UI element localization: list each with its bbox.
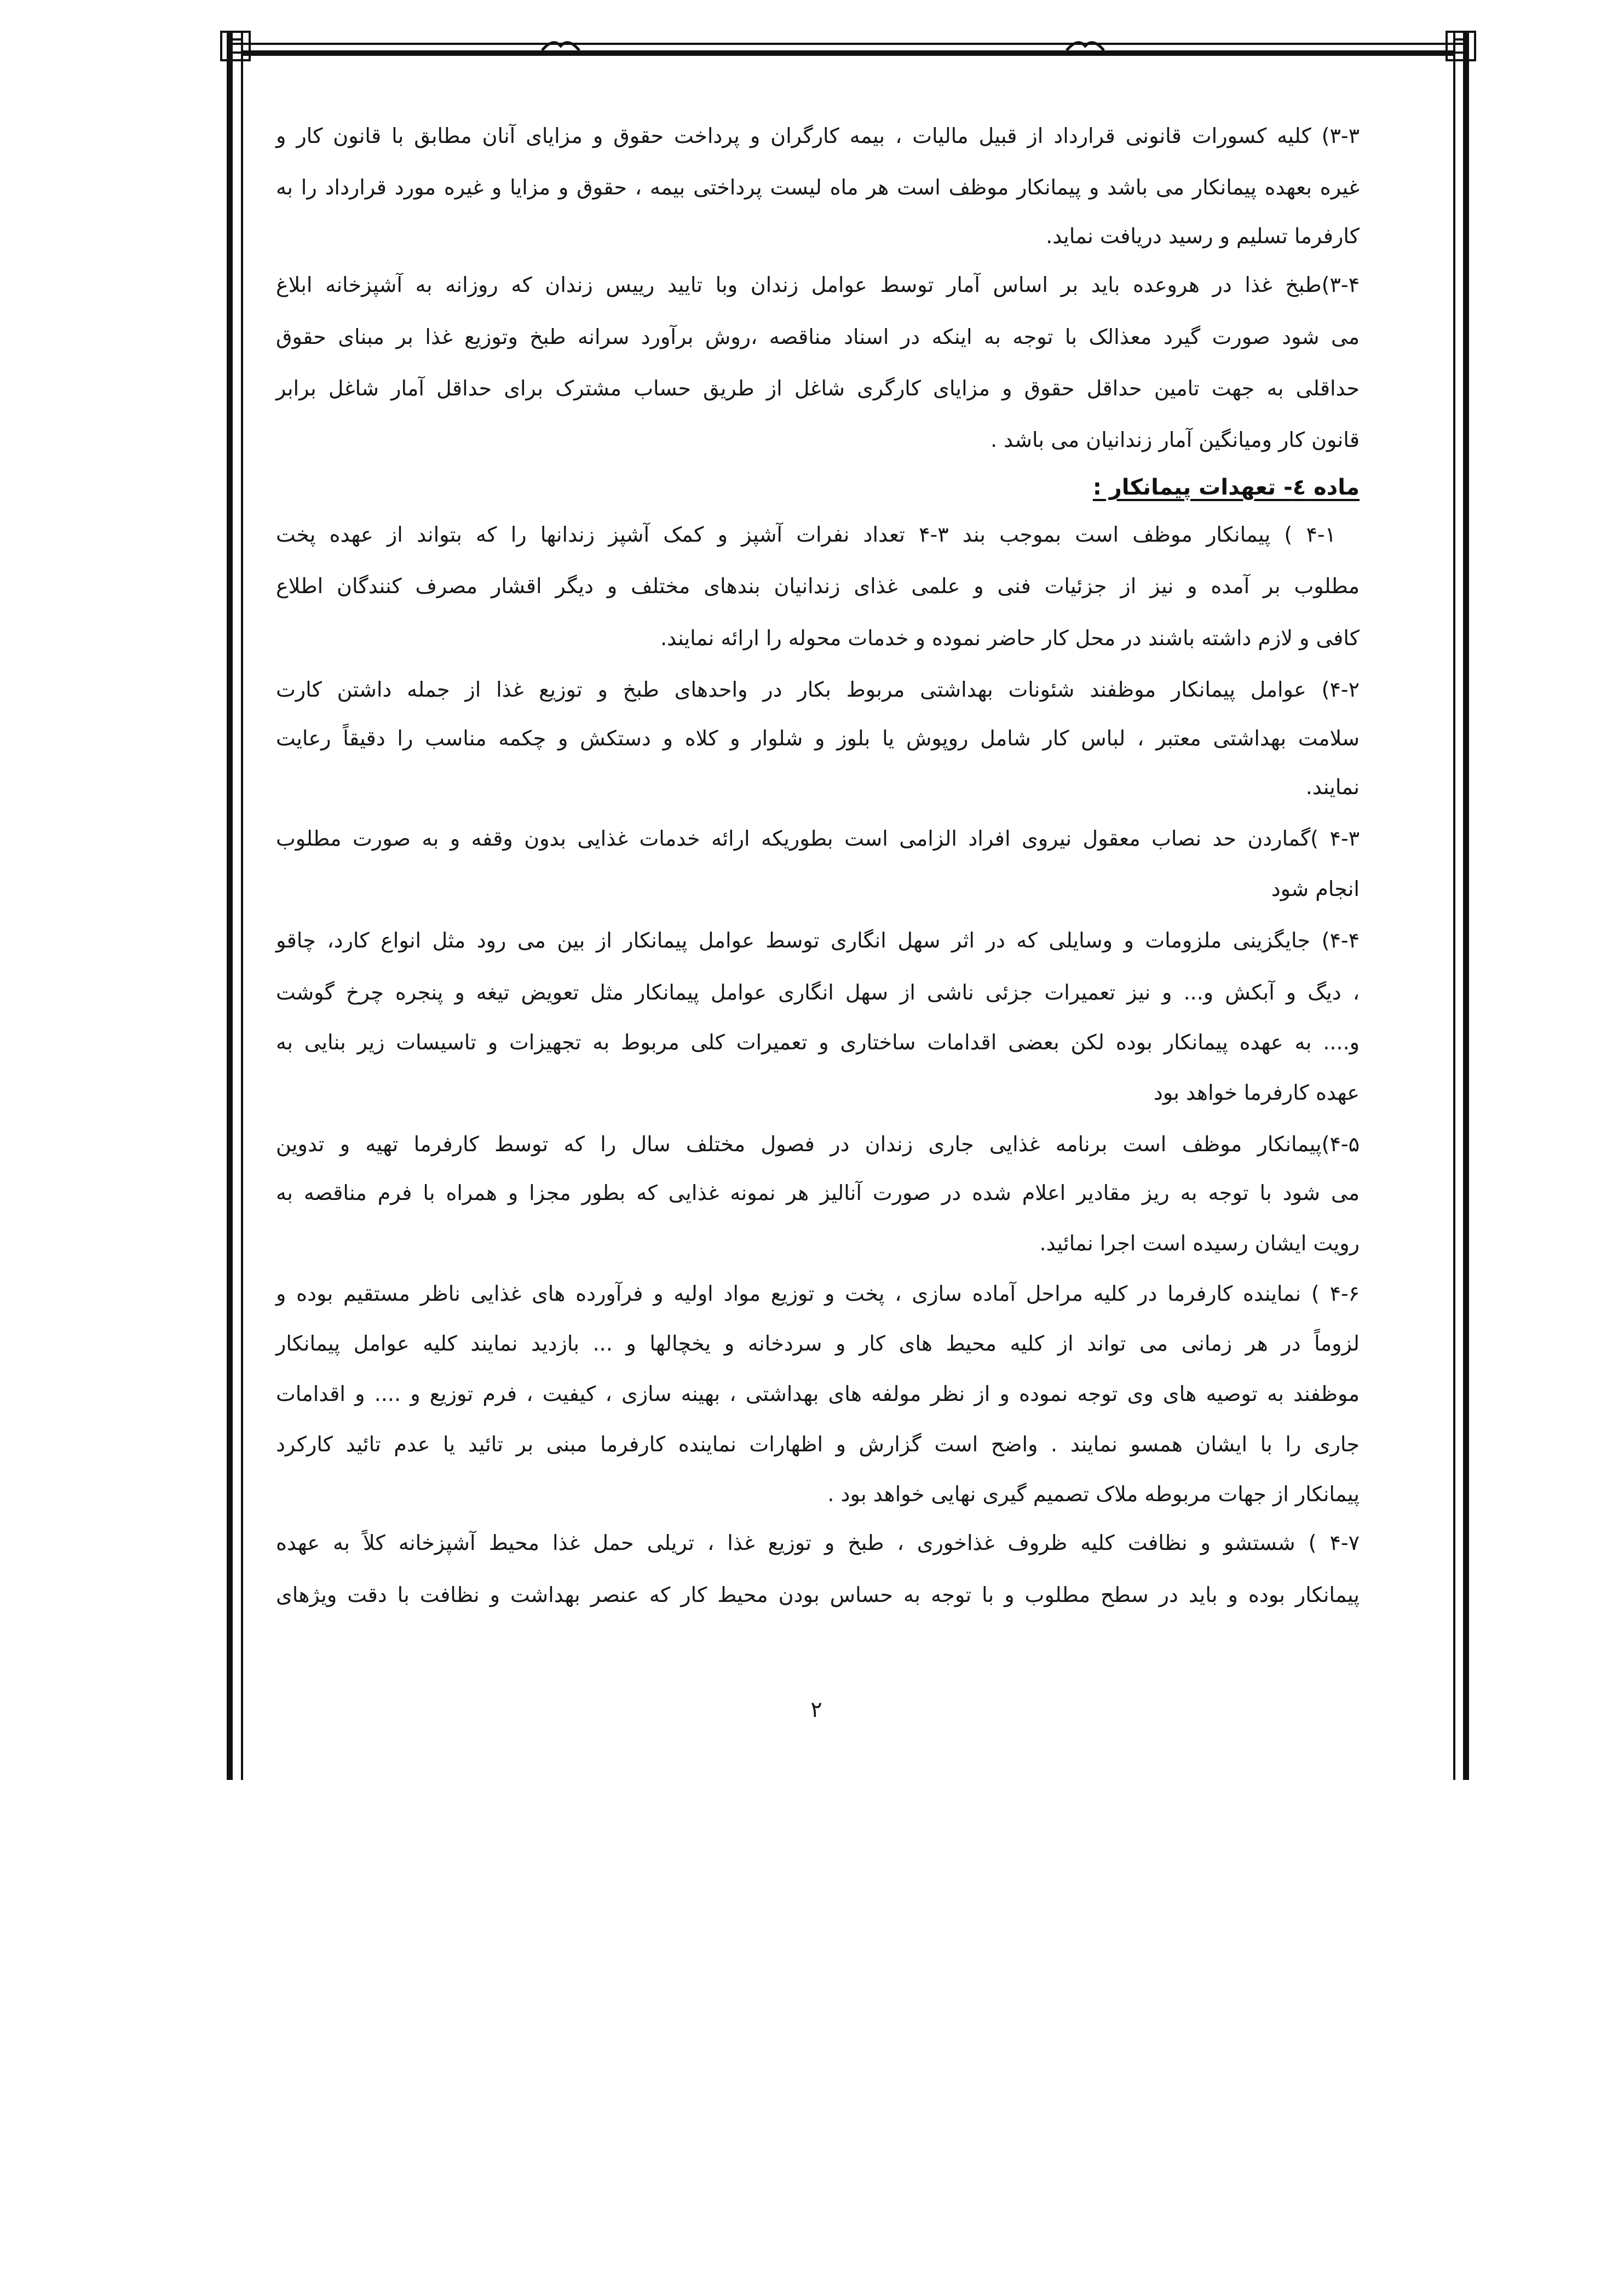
clause-line: پیمانکار بوده و باید در سطح مطلوب و با توجه به حساس بودن محیط کار که عنصر بهداشت و نظافت با دقت ویژهای: [276, 1583, 1360, 1607]
clause-line: مطلوب بر آمده و نیز از جزئیات فنی و علمی غذای زندانیان بندهای مختلف و دیگر اقشار مصرف کنندگان اطلاع: [276, 574, 1360, 598]
page-number: ۲: [810, 1697, 822, 1722]
clause-line: ۳-۳) کلیه کسورات قانونی قرارداد از قبیل مالیات ، بیمه کارگران و پرداخت حقوق و مزایای آنان مطابق با قانون کار و: [276, 124, 1360, 148]
clause-line: ۳-۴)طبخ غذا در هروعده باید بر اساس آمار توسط عوامل زندان وبا تایید رییس زندان که روزانه به آشپزخانه ابلاغ: [276, 273, 1360, 297]
clause-line: کافی و لازم داشته باشند در محل کار حاضر نموده و خدمات محوله را ارائه نمایند.: [660, 626, 1360, 650]
clause-line: موظفند به توصیه های وی توجه نموده و از نظر مولفه های بهداشتی ، بهینه سازی ، کیفیت ، فرم توزیع و .... و اقدامات: [276, 1382, 1360, 1406]
clause-line: ۴-۲) عوامل پیمانکار موظفند شئونات بهداشتی مربوط بکار در واحدهای طبخ و توزیع غذا از جمله داشتن کارت: [276, 677, 1360, 702]
clause-line: حداقلی به جهت تامین حداقل حقوق و مزایای کارگری شاغل از طریق حساب مشترک برای حداقل آمار شاغل برابر: [276, 376, 1360, 400]
clause-line: انجام شود: [1271, 877, 1360, 901]
border-left-thick: [227, 33, 233, 1780]
corner-ornament-top-right: [1447, 32, 1475, 60]
clause-line: سلامت بهداشتی معتبر ، لباس کار شامل روپوش یا بلوز و شلوار و کلاه و دستکش و چکمه مناسب را دقیقاً رعایت: [276, 726, 1360, 750]
clause-line: ۴-۳ )گماردن حد نصاب معقول نیروی افراد الزامی است بطوریکه ارائه خدمات غذایی بدون وقفه و به صورت مطلوب: [276, 826, 1360, 851]
clause-line: نمایند.: [1305, 775, 1360, 799]
clause-line: ۴-۴) جایگزینی ملزومات و وسایلی که در اثر سهل انگاری توسط عوامل پیمانکار از بین می رود مثل انواع کارد، چاقو: [276, 928, 1360, 952]
clause-line: عهده کارفرما خواهد بود: [1153, 1081, 1360, 1105]
article-4-heading-text: ماده ٤- تعهدات پیمانکار :: [1092, 475, 1360, 500]
border-right-thin: [1453, 33, 1455, 1780]
border-top-thick: [241, 50, 1455, 56]
clause-line: غیره بعهده پیمانکار می باشد و پیمانکار موظف است هر ماه لیست پرداختی بیمه ، حقوق و مزایا و غیره مورد قرارداد را به: [276, 175, 1360, 199]
clause-line: می شود صورت گیرد معذالک با توجه به اینکه در اسناد مناقصه ،روش برآورد سرانه طبخ وتوزیع غذا بر مبنای حقوق: [276, 325, 1360, 349]
corner-ornament-top-left: [221, 32, 250, 60]
clause-line: و.... به عهده پیمانکار بوده لکن بعضی اقدامات ساختاری و تعمیرات کلی مربوط به تجهیزات و تاسیسات زیر بنایی به: [276, 1030, 1360, 1054]
clause-line: جاری را با ایشان همسو نمایند . واضح است گزارش و اظهارات نماینده کارفرما مبنی بر تائید یا عدم تائید کارکرد: [276, 1432, 1360, 1456]
clause-line: ۴-۶ ) نماینده کارفرما در کلیه مراحل آماده سازی ، پخت و توزیع مواد اولیه و فرآورده های غذایی ناظر مستقیم بوده و: [276, 1282, 1360, 1306]
clause-line: می شود با توجه به ریز مقادیر اعلام شده در صورت آنالیز هر نمونه غذایی که بطور مجزا و همراه با فرم مناقصه به: [276, 1181, 1360, 1205]
clause-line: ۴-۱ ) پیمانکار موظف است بموجب بند ۳-۴ تعداد نفرات آشپز و کمک آشپز زندانها را که بتواند از عهده پخت: [276, 522, 1336, 547]
clause-line: ۴-۷ ) شستشو و نظافت کلیه ظروف غذاخوری ، طبخ و توزیع غذا ، تریلی حمل غذا محیط آشپزخانه کلاً به عهده: [276, 1531, 1360, 1555]
clause-line: ، دیگ و آبکش و... و نیز تعمیرات جزئی ناشی از سهل انگاری عوامل پیمانکار مثل تعویض تیغه و پنجره چرخ گوشت: [276, 980, 1360, 1004]
article-4-heading: [933, 471, 1360, 504]
clause-line: رویت ایشان رسیده است اجرا نمائید.: [1039, 1231, 1360, 1255]
border-left-thin: [241, 33, 243, 1780]
border-top-thin: [227, 43, 1469, 45]
clause-line: قانون کار ومیانگین آمار زندانیان می باشد .: [990, 428, 1360, 452]
clause-line: ۴-۵)پیمانکار موظف است برنامه غذایی جاری زندان در فصول مختلف سال را که توسط کارفرما تهیه و تدوین: [276, 1132, 1360, 1156]
clause-line: کارفرما تسلیم و رسید دریافت نماید.: [1046, 224, 1360, 248]
clause-line: پیمانکار از جهات مربوطه ملاک تصمیم گیری نهایی خواهد بود .: [827, 1482, 1360, 1506]
border-right-thick: [1463, 33, 1469, 1780]
clause-line: لزوماً در هر زمانی می تواند از کلیه محیط های کار و سردخانه و یخچالها و ... بازدید نمایند کلیه عوامل پیمانکار: [276, 1331, 1360, 1355]
